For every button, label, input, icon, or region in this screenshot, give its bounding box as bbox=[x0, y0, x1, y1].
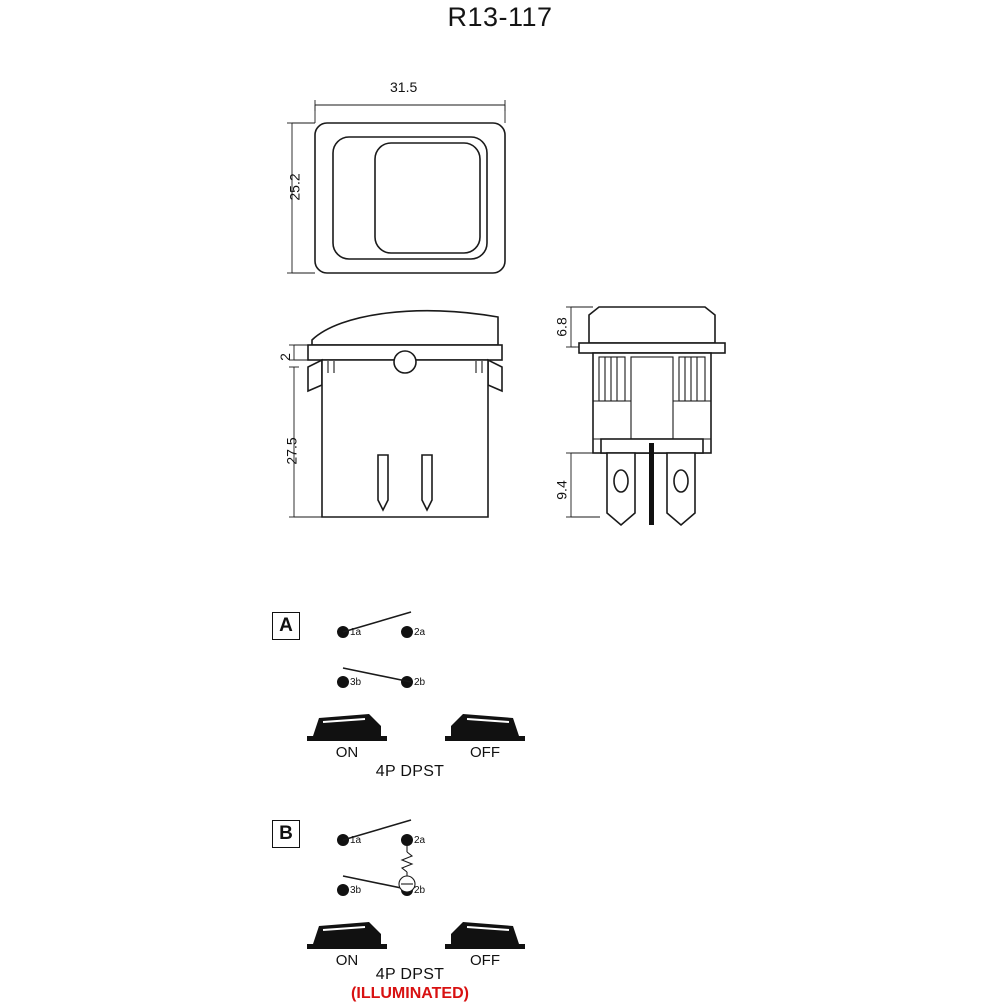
schematic-b-group bbox=[325, 808, 455, 908]
page-title: R13-117 bbox=[447, 2, 553, 32]
state-label-off-a: OFF bbox=[470, 744, 500, 761]
rocker-icon-on-b bbox=[305, 918, 390, 952]
profile-view-group bbox=[545, 285, 805, 535]
schematic-a-badge: A bbox=[272, 612, 300, 640]
state-label-on-b: ON bbox=[335, 952, 359, 969]
state-label-on-a: ON bbox=[335, 744, 359, 761]
pin-label-3b-b: 3b bbox=[350, 885, 362, 896]
side-view-group bbox=[270, 295, 570, 545]
pin-label-2b-a: 2b bbox=[414, 677, 426, 688]
pin-label-3b-a: 3b bbox=[350, 677, 362, 688]
dim-terminal-height: 9.4 bbox=[553, 480, 570, 500]
rocker-icon-on-a bbox=[305, 710, 390, 744]
dim-front-width: 31.5 bbox=[390, 79, 418, 95]
rocker-icon-off-a bbox=[443, 710, 528, 744]
front-view-group bbox=[270, 75, 570, 295]
schematic-a-group bbox=[325, 600, 455, 700]
dim-top-height: 6.8 bbox=[553, 317, 570, 337]
pin-label-1a-b: 1a bbox=[350, 835, 362, 846]
dim-front-height: 25.2 bbox=[286, 173, 303, 201]
dim-side-height: 27.5 bbox=[283, 437, 300, 465]
pin-label-2a-a: 2a bbox=[414, 627, 426, 638]
caption-a: 4P DPST bbox=[375, 763, 445, 780]
pin-label-1a-a: 1a bbox=[350, 627, 362, 638]
caption-b-note: (ILLUMINATED) bbox=[351, 985, 469, 1002]
schematic-b-badge: B bbox=[272, 820, 300, 848]
rocker-icon-off-b bbox=[443, 918, 528, 952]
caption-b: 4P DPST bbox=[375, 966, 445, 983]
state-label-off-b: OFF bbox=[470, 952, 500, 969]
pin-label-2b-b: 2b bbox=[414, 885, 426, 896]
pin-label-2a-b: 2a bbox=[414, 835, 426, 846]
dim-bezel-thickness: 2 bbox=[276, 353, 293, 361]
